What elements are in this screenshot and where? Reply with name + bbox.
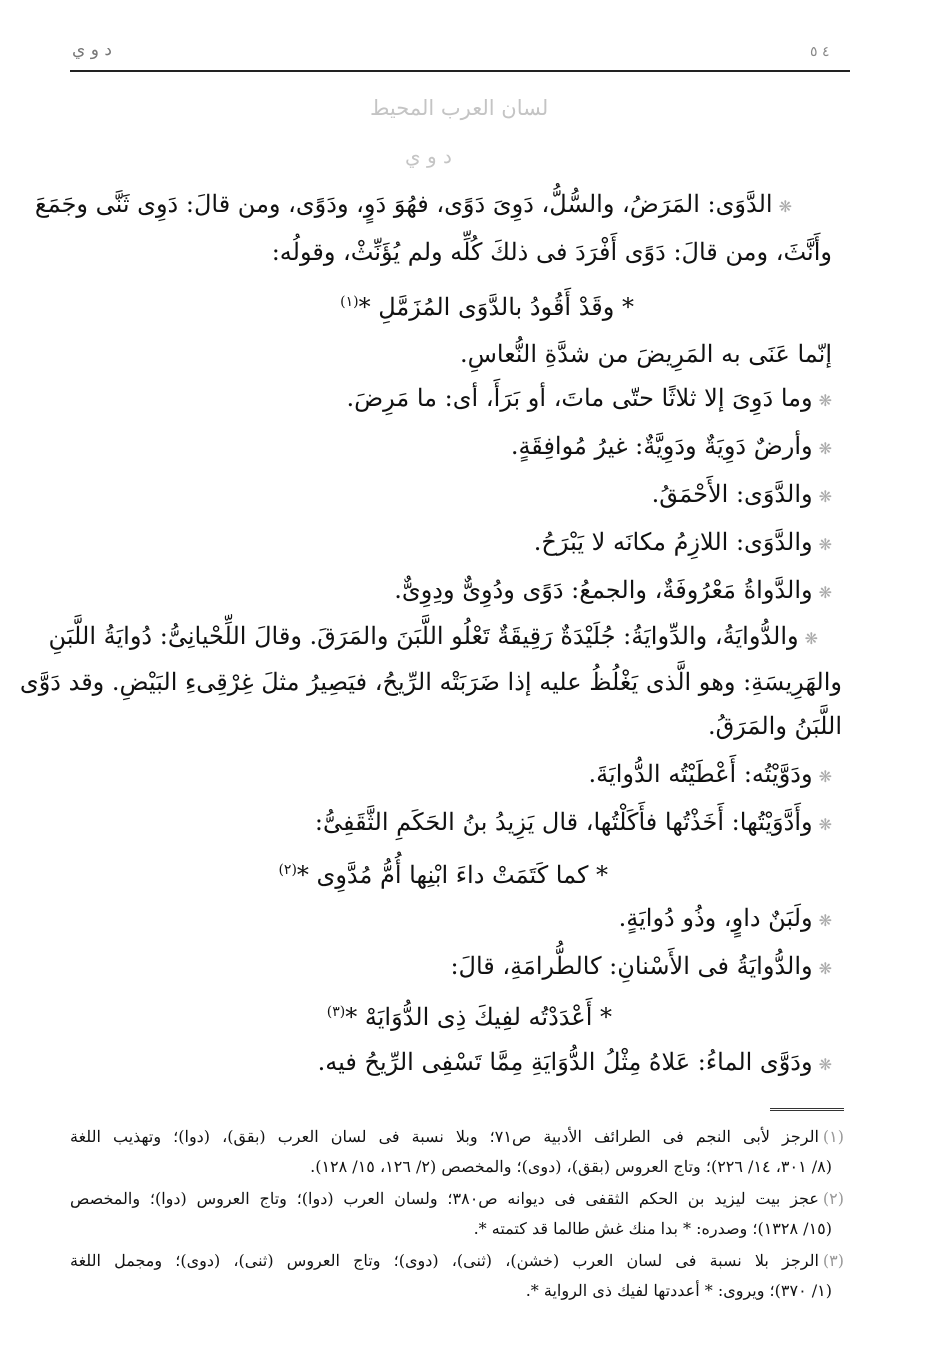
footnote-3-line-1: (٣)الرجز بلا نسبة فى لسان العرب (خشن)، (ثنى)، (دوى)؛ وتاج العروس (ثنى)، (دوى)؛ ومجمل اللغة [70,1251,845,1270]
footnote-3-line-2: (١/ ٣٧٠)؛ ويروى: * أعددتها لفيك ذى الرواية *. [525,1281,832,1300]
footnote-ref-3: (٣) [326,1004,346,1020]
footnote-number-2: (٢) [822,1189,844,1208]
entry-line-16: ❋ولَبَنٌ داوٍ، وذُو دُوايَةٍ. [618,904,832,932]
footnote-1-line-2: (٨/ ٣٠١، ١٤/ ٢٢٦)؛ وتاج العروس (بقق)، (دوى)؛ والمخصص (٢/ ١٢٦، ١٥/ ١٢٨). [310,1157,832,1176]
footnote-2-line-1: (٢)عجز بيت ليزيد بن الحكم الثقفى فى ديوانه ص٣٨٠؛ ولسان العرب (دوا)؛ وتاج العروس (دوا)؛ والمخصص [70,1189,844,1208]
entry-line-6: ❋وأرضٌ دَوِيَةٌ ودَوِيَّةٌ: غيرُ مُوافِقَةٍ. [510,432,832,460]
entry-marker: ❋ [818,583,832,602]
entry-marker: ❋ [818,815,832,834]
entry-marker: ❋ [818,1055,832,1074]
running-header-root: ﺩ ﻭ ﻱ [72,40,112,60]
page-number: ٤ ٥ [810,44,830,60]
footnote-2-line-2: (١٥/ ١٣٢٨)؛ وصدره: * بدا منك غش طالما قد كتمته *. [473,1219,832,1238]
entry-line-9: ❋والدَّواةُ مَعْرُوفَةٌ، والجمعُ: دَوًى ودُوِىٌّ ودِوِىٌّ. [394,576,832,604]
header-rule [70,70,850,72]
entry-marker: ❋ [818,767,832,786]
entry-marker: ❋ [818,959,832,978]
entry-marker: ❋ [778,197,792,216]
entry-line-11: والهَرِيسَةِ: وهو الَّذى يَغْلُظُ عليه إذا ضَرَبَتْه الرِّيحُ، فيَصِيرُ مثلَ غِرْقِىءِ البَيْضِ. وقد دَوَّى [19,668,842,696]
footnote-number-3: (٣) [822,1251,845,1270]
entry-line-17: ❋والدُّوايَةُ فى الأَسْنانِ: كالطُّرامَةِ، قالَ: [450,952,832,980]
entry-line-2: وأَنَّثَ، ومن قالَ: دَوًى أَفْرَدَ فى ذلكَ كُلِّه ولم يُؤَنِّثْ، وقولُه: [271,238,832,266]
verse-line-1: * وقَدْ أَقُودُ بالدَّوَى المُزَمَّلِ *$^{(١)}$ [340,293,634,321]
entry-line-14: ❋وأَدَّوَيْتُها: أَخَذْتُها فأَكَلْتُها، قال يَزِيدُ بنُ الحَكَمِ الثَّقَفِىُّ: [314,808,832,836]
entry-line-7: ❋والدَّوَى: الأَحْمَقُ. [651,480,832,508]
entry-marker: ❋ [818,439,832,458]
faded-title: ﻟﺴﺎﻥ ﺍﻟﻌﺮﺏ ﺍﻟﻤﺤﻴﻂ [370,96,549,120]
entry-marker: ❋ [818,487,832,506]
footnote-ref-1: (١) [340,294,359,310]
verse-line-2: * كما كَتَمَتْ داءَ ابْنِها أُمُّ مُدَّوِى *$^{(٢)}$ [278,861,608,889]
entry-marker: ❋ [804,629,818,648]
verse-line-3: * أَعْدَدْتُه لفِيكَ ذِى الدُّوَايَهْ *$^{(٣)}$ [326,1003,612,1031]
entry-line-4: إنّما عَنَى به المَرِيضَ من شدَّةِ النُّعاسِ. [459,340,832,368]
entry-line-12: اللَّبَنُ والمَرَقُ. [707,712,842,740]
entry-marker: ❋ [818,391,832,410]
entry-line-19: ❋ودَوَّى الماءُ: عَلاهُ مِثْلُ الدُّوَايَةِ مِمَّا تَسْفِى الرِّيحُ فيه. [317,1048,832,1076]
entry-line-8: ❋والدَّوَى: اللازِمُ مكانَه لا يَبْرَحُ. [533,528,832,556]
entry-line-13: ❋ودَوَّيْتُه: أَعْطَيْتُه الدُّوايَةَ. [588,760,832,788]
entry-marker: ❋ [818,911,832,930]
entry-line-5: ❋وما دَوِىَ إلا ثلاثًا حتّى ماتَ، أو بَرَأَ، أى: ما مَرِضَ. [346,384,832,412]
entry-line-1: ❋الدَّوَى: المَرَضُ، والسُّلُّ، دَوِىَ دَوًى، فهُوَ دَوٍ، ودَوًى، ومن قالَ: دَوِى ثَنَّى وجَمَعَ [34,190,792,218]
entry-line-10: ❋والدُّوايَةُ، والدِّوايَةُ: جُلَيْدَةٌ رَقِيقَةٌ تَعْلُو اللَّبَنَ والمَرَقَ. وقالَ اللِّحْيانِىُّ: دُوايَةُ اللَّبَنِ [48,622,818,650]
footnote-ref-2: (٢) [278,862,297,878]
footnote-number-1: (١) [822,1127,845,1146]
faded-subtitle: ﺩ ﻭ ﻱ [405,144,452,168]
footnote-separator [770,1108,844,1111]
footnote-1-line-1: (١)الرجز لأبى النجم فى الطرائف الأدبية ص٧١؛ وبلا نسبة فى لسان العرب (بقق)، (دوا)؛ وتهذيب اللغة [70,1127,845,1146]
entry-marker: ❋ [818,535,832,554]
